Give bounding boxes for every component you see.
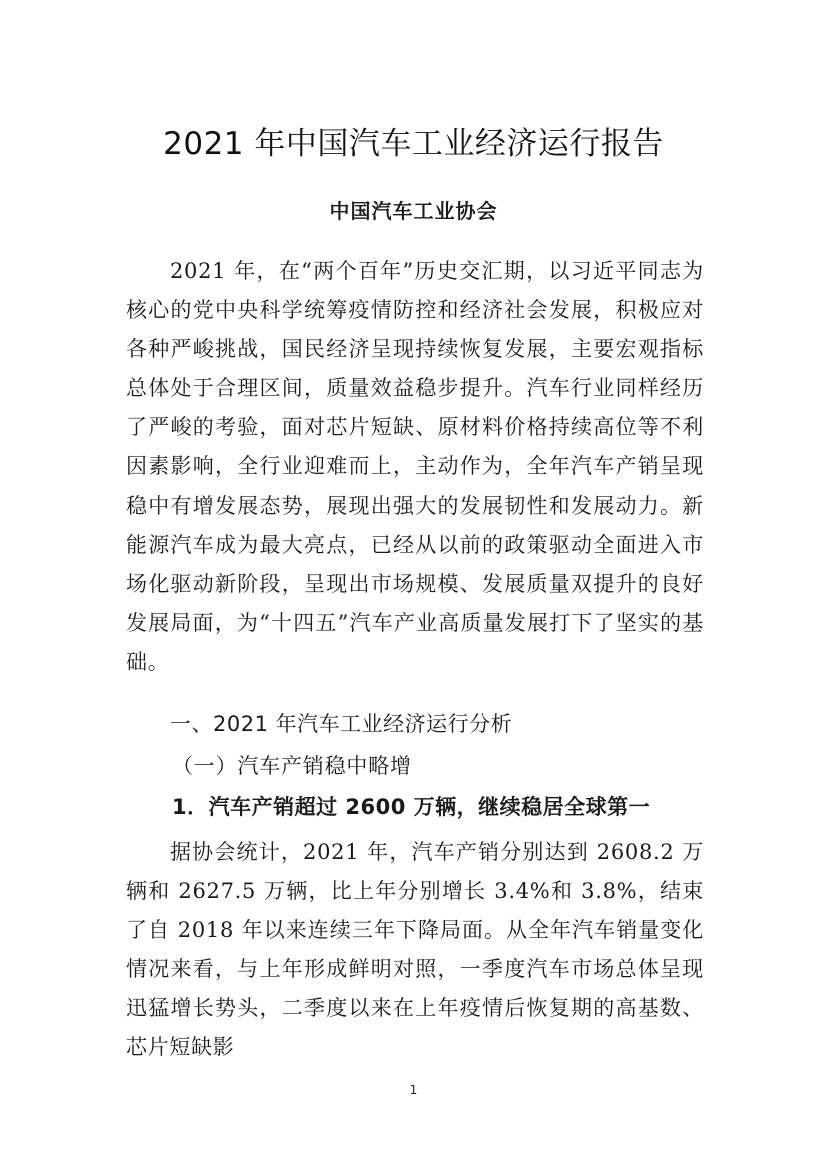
section-heading: 一、2021 年汽车工业经济运行分析: [170, 712, 513, 736]
point-heading: 1．汽车产销超过 2600 万辆，继续稳居全球第一: [172, 795, 651, 819]
body-paragraph: 据协会统计，2021 年，汽车产销分别达到 2608.2 万辆和 2627.5 万辆，比上年分别增长 3.4%和 3.8%，结束了自 2018 年以来连续三年下降局面。从全年汽车销量变化情况来看，与上年形成鲜明对照，一季度汽车市场总体呈现迅猛增长势头，二季度以来在上年疫情后恢复期的高基数、芯片短缺影: [126, 840, 704, 1060]
page-number: 1: [409, 1083, 418, 1097]
document-title: 2021 年中国汽车工业经济运行报告: [163, 126, 664, 162]
subsection-heading: （一）汽车产销稳中略增: [172, 754, 412, 778]
document-author: 中国汽车工业协会: [329, 199, 498, 223]
intro-paragraph: 2021 年，在“两个百年”历史交汇期，以习近平同志为核心的党中央科学统筹疫情防控和经济社会发展，积极应对各种严峻挑战，国民经济呈现持续恢复发展，主要宏观指标总体处于合理区间，质量效益稳步提升。汽车行业同样经历了严峻的考验，面对芯片短缺、原材料价格持续高位等不利因素影响，全行业迎难而上，主动作为，全年汽车产销呈现稳中有增发展态势，展现出强大的发展韧性和发展动力。新能源汽车成为最大亮点，已经从以前的政策驱动全面进入市场化驱动新阶段，呈现出市场规模、发展质量双提升的良好发展局面，为“十四五”汽车产业高质量发展打下了坚实的基础。: [126, 259, 704, 674]
